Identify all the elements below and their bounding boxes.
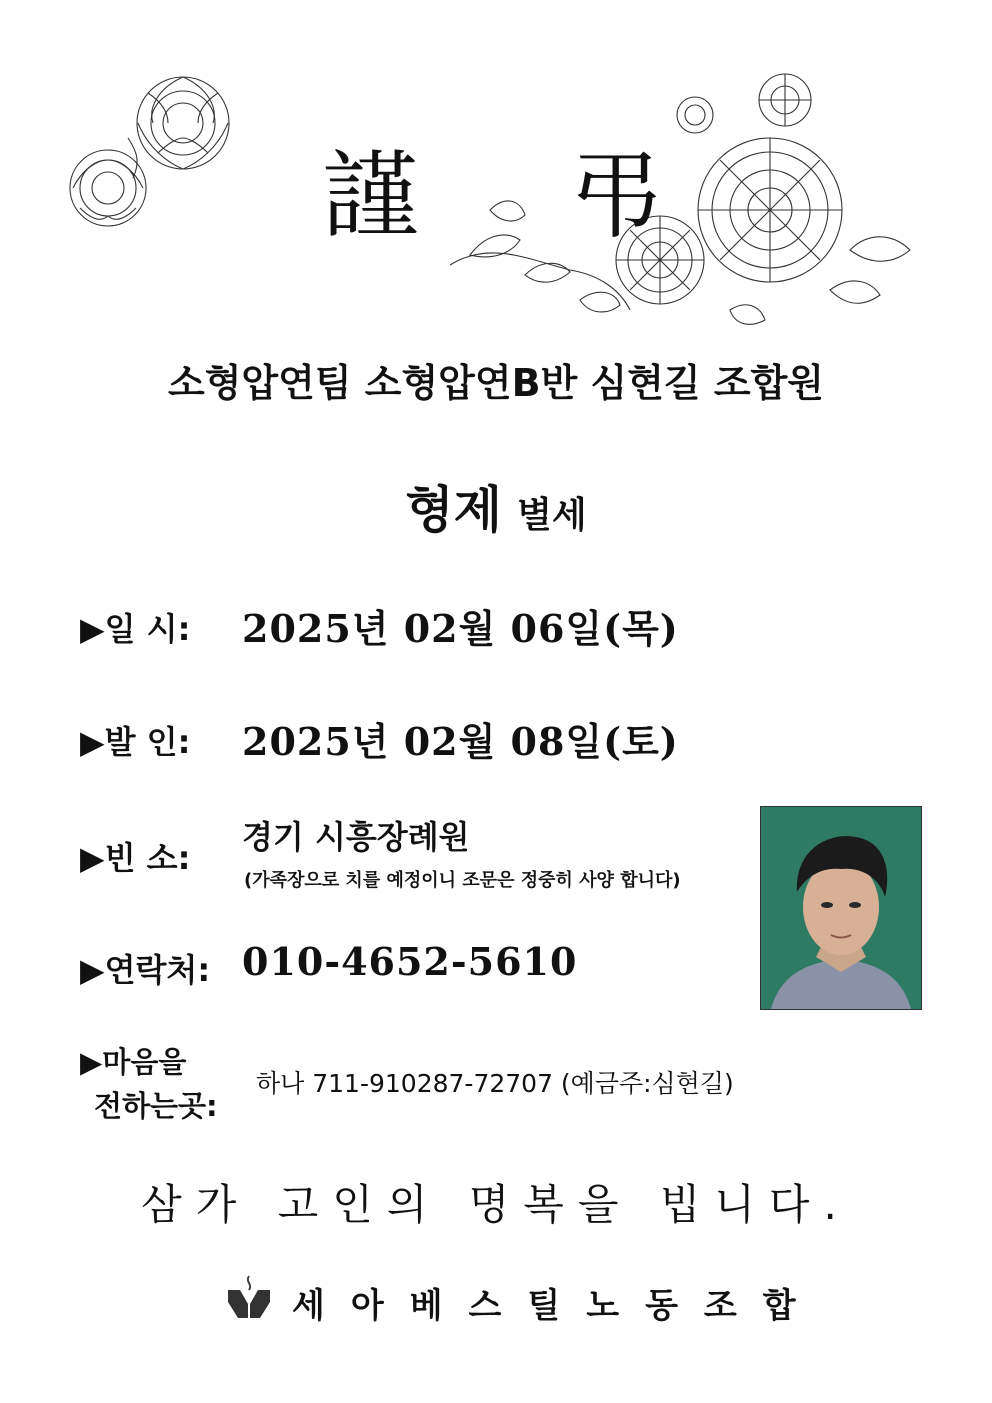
relation-main: 형제 (405, 481, 502, 539)
funeral-label: ▶발 인: (80, 723, 191, 761)
contact-value: 010-4652-5610 (242, 939, 578, 984)
union-name: 세아베스틸노동조합 (292, 1286, 822, 1326)
donation-label-line2: 전하는곳: (94, 1089, 218, 1123)
relation-line (0, 470, 992, 542)
relation-suffix: 별세 (517, 495, 587, 536)
chrysanthemum-right-decoration (430, 60, 920, 335)
closing-message: 삼가 고인의 명복을 빕니다. (141, 1180, 851, 1229)
venue-value: 경기 시흥장례원 (242, 818, 470, 856)
venue-note: (가족장으로 치를 예정이니 조문은 정중히 사양 합니다) (244, 870, 681, 891)
heading-right-char: 弔 (568, 140, 666, 252)
contact-label: ▶연락처: (80, 951, 211, 989)
venue-label: ▶빈 소: (80, 839, 191, 877)
donation-account: 하나 711-910287-72707 (예금주:심현길) (256, 1069, 734, 1098)
deceased-line: 소형압연팀 소형압연B반 심현길 조합원 (168, 361, 824, 405)
portrait-photo (760, 806, 922, 1010)
union-hands-logo-icon (226, 1272, 272, 1320)
date-value: 2025년 02월 06일(목) (242, 606, 679, 651)
heading-left-char: 謹 (322, 140, 420, 252)
donation-label-line1: ▶마음을 (80, 1045, 187, 1079)
chrysanthemum-left-decoration (68, 68, 248, 238)
date-label: ▶일 시: (80, 610, 191, 648)
funeral-value: 2025년 02월 08일(토) (242, 719, 679, 764)
portrait-icon (761, 807, 921, 1009)
